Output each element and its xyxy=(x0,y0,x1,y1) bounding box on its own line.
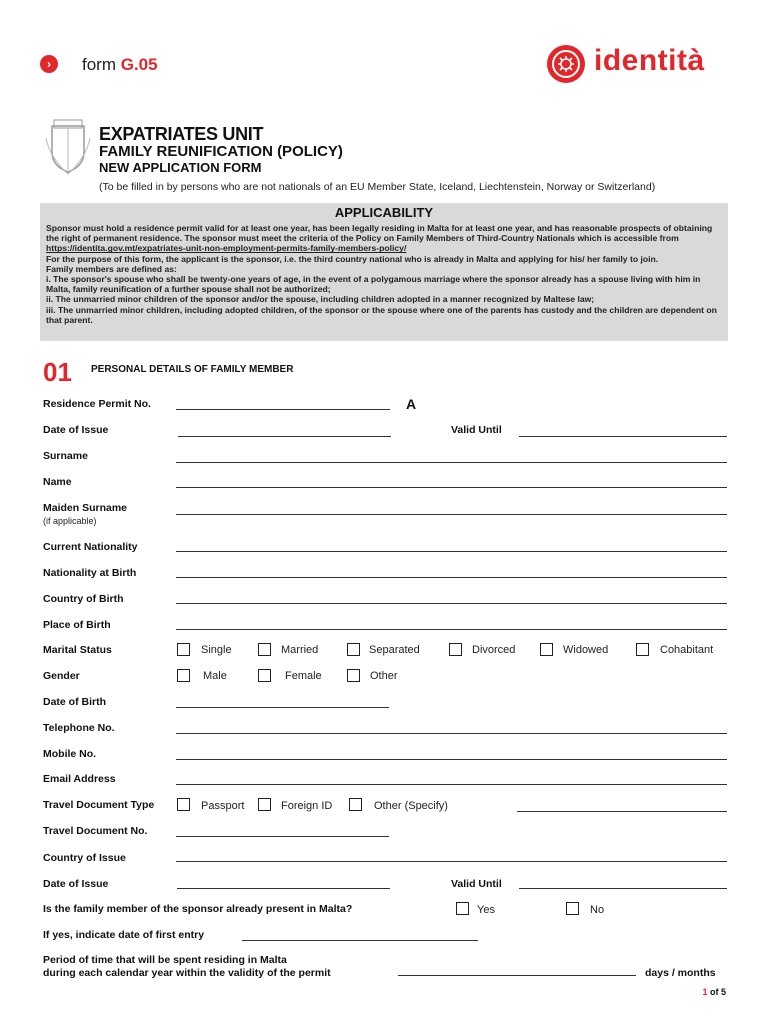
present-in-malta-label: Is the family member of the sponsor already present in Malta? xyxy=(43,903,353,915)
applicability-box xyxy=(40,203,728,341)
maiden-surname-label: Maiden Surname xyxy=(43,502,128,514)
male-option-label: Male xyxy=(203,670,227,682)
form-note: (To be filled in by persons who are not nationals of an EU Member State, Iceland, Liechtenstein, Norway or Switzerland) xyxy=(99,181,656,193)
marital-status-label: Marital Status xyxy=(43,644,112,656)
divorced-option-label: Divorced xyxy=(472,644,516,656)
policy-title: FAMILY REUNIFICATION (POLICY) xyxy=(99,143,343,160)
mobile-field[interactable] xyxy=(176,759,727,760)
other-gender-checkbox[interactable] xyxy=(347,669,360,682)
applicability-text xyxy=(46,223,722,325)
cohabitant-option-label: Cohabitant xyxy=(660,644,714,656)
foreign-id-option-label: Foreign ID xyxy=(281,800,333,812)
country-of-birth-label: Country of Birth xyxy=(43,593,124,605)
separated-option-label: Separated xyxy=(369,644,420,656)
telephone-field[interactable] xyxy=(176,733,727,734)
form-label xyxy=(82,55,158,75)
passport-checkbox[interactable] xyxy=(177,798,190,811)
identita-logo-icon xyxy=(546,44,586,84)
foreign-id-checkbox[interactable] xyxy=(258,798,271,811)
travel-doc-no-field[interactable] xyxy=(176,836,389,837)
applicability-p3: Family members are defined as: xyxy=(46,263,177,274)
place-of-birth-label: Place of Birth xyxy=(43,619,111,631)
applicability-p4: i. The sponsor's spouse who shall be twenty-one years of age, in the event of a polygamous marriage where the sponsor already has a spouse living with him in Malta, family reunification of a further spouse shall not be authorized; xyxy=(46,274,701,295)
valid-until-field[interactable] xyxy=(519,436,727,437)
other-doc-specify-field[interactable] xyxy=(517,811,727,812)
policy-link[interactable]: https://identita.gov.mt/expatriates-unit-non-employment-permits-family-members-policy/ xyxy=(46,243,407,254)
surname-label: Surname xyxy=(43,450,88,462)
yes-option-label: Yes xyxy=(477,904,495,916)
nationality-at-birth-label: Nationality at Birth xyxy=(43,567,137,579)
travel-doc-no-label: Travel Document No. xyxy=(43,825,148,837)
page-current: 1 xyxy=(702,987,708,997)
date-of-issue-2-label: Date of Issue xyxy=(43,878,109,890)
period-label-line2: during each calendar year within the validity of the permit xyxy=(43,967,331,979)
period-field[interactable] xyxy=(398,975,636,976)
telephone-label: Telephone No. xyxy=(43,722,115,734)
date-of-issue-label: Date of Issue xyxy=(43,424,109,436)
page-rest: of 5 xyxy=(707,987,726,997)
name-label: Name xyxy=(43,476,72,488)
first-entry-label: If yes, indicate date of first entry xyxy=(43,929,205,941)
place-of-birth-field[interactable] xyxy=(176,629,727,630)
nationality-at-birth-field[interactable] xyxy=(176,577,727,578)
valid-until-label: Valid Until xyxy=(451,424,502,436)
if-applicable-note: (if applicable) xyxy=(43,516,97,526)
applicability-p1: Sponsor must hold a residence permit valid for at least one year, has been legally residing in Malta for at least one year, and has reasonable prospects of obtaining the right of permanent residence. The sponsor must meet the criteria of the Policy on Family Members of Third-Country Nationals which is accessible from xyxy=(46,223,713,244)
period-label-line1: Period of time that will be spent residing in Malta xyxy=(43,954,287,966)
chevron-right-icon: › xyxy=(40,55,58,73)
days-months-label: days / months xyxy=(645,967,716,979)
email-field[interactable] xyxy=(176,784,727,785)
applicability-heading: APPLICABILITY xyxy=(334,205,434,220)
maiden-surname-field[interactable] xyxy=(176,514,727,515)
married-option-label: Married xyxy=(281,644,319,656)
residence-permit-label: Residence Permit No. xyxy=(43,398,151,410)
travel-doc-type-label: Travel Document Type xyxy=(43,799,155,811)
first-entry-field[interactable] xyxy=(242,940,478,941)
valid-until-2-field[interactable] xyxy=(519,888,727,889)
malta-crest-icon xyxy=(44,118,92,176)
no-checkbox[interactable] xyxy=(566,902,579,915)
current-nationality-label: Current Nationality xyxy=(43,541,138,553)
widowed-checkbox[interactable] xyxy=(540,643,553,656)
separated-checkbox[interactable] xyxy=(347,643,360,656)
section-title: PERSONAL DETAILS OF FAMILY MEMBER xyxy=(91,364,294,375)
country-of-issue-field[interactable] xyxy=(176,861,727,862)
other-doc-checkbox[interactable] xyxy=(349,798,362,811)
form-code: G.05 xyxy=(120,55,158,74)
brand-name: identità xyxy=(594,44,705,77)
country-of-birth-field[interactable] xyxy=(176,603,727,604)
male-checkbox[interactable] xyxy=(177,669,190,682)
female-option-label: Female xyxy=(285,670,322,682)
other-doc-option-label: Other (Specify) xyxy=(374,800,448,812)
residence-permit-field[interactable] xyxy=(176,409,390,410)
form-prefix: form xyxy=(82,55,121,74)
single-checkbox[interactable] xyxy=(177,643,190,656)
passport-option-label: Passport xyxy=(201,800,245,812)
female-checkbox[interactable] xyxy=(258,669,271,682)
applicability-p5: ii. The unmarried minor children of the sponsor and/or the spouse, including children adopted in a manner recognized by Maltese law; xyxy=(46,294,595,305)
applicability-p6: iii. The unmarried minor children, including adopted children, of the sponsor or the spouse where one of the parents has custody and the children are dependent on that parent. xyxy=(46,304,717,325)
date-of-birth-label: Date of Birth xyxy=(43,696,106,708)
email-label: Email Address xyxy=(43,773,116,785)
divorced-checkbox[interactable] xyxy=(449,643,462,656)
date-of-birth-field[interactable] xyxy=(176,707,389,708)
married-checkbox[interactable] xyxy=(258,643,271,656)
date-of-issue-2-field[interactable] xyxy=(177,888,390,889)
permit-suffix: A xyxy=(406,396,417,412)
cohabitant-checkbox[interactable] xyxy=(636,643,649,656)
unit-title: EXPATRIATES UNIT xyxy=(99,124,264,144)
widowed-option-label: Widowed xyxy=(563,644,609,656)
date-of-issue-field[interactable] xyxy=(178,436,391,437)
surname-field[interactable] xyxy=(176,462,727,463)
applicability-p2: For the purpose of this form, the applicant is the sponsor, i.e. the third country national who is already in Malta and applying for his/ her family to join. xyxy=(46,253,659,264)
section-number: 01 xyxy=(43,357,72,387)
no-option-label: No xyxy=(590,904,605,916)
page-number xyxy=(702,987,726,997)
yes-checkbox[interactable] xyxy=(456,902,469,915)
other-gender-option-label: Other xyxy=(370,670,398,682)
valid-until-2-label: Valid Until xyxy=(451,878,502,890)
form-title: NEW APPLICATION FORM xyxy=(99,160,262,175)
single-option-label: Single xyxy=(201,644,232,656)
mobile-label: Mobile No. xyxy=(43,748,97,760)
country-of-issue-label: Country of Issue xyxy=(43,852,126,864)
gender-label: Gender xyxy=(43,670,80,682)
current-nationality-field[interactable] xyxy=(176,551,727,552)
name-field[interactable] xyxy=(176,487,727,488)
